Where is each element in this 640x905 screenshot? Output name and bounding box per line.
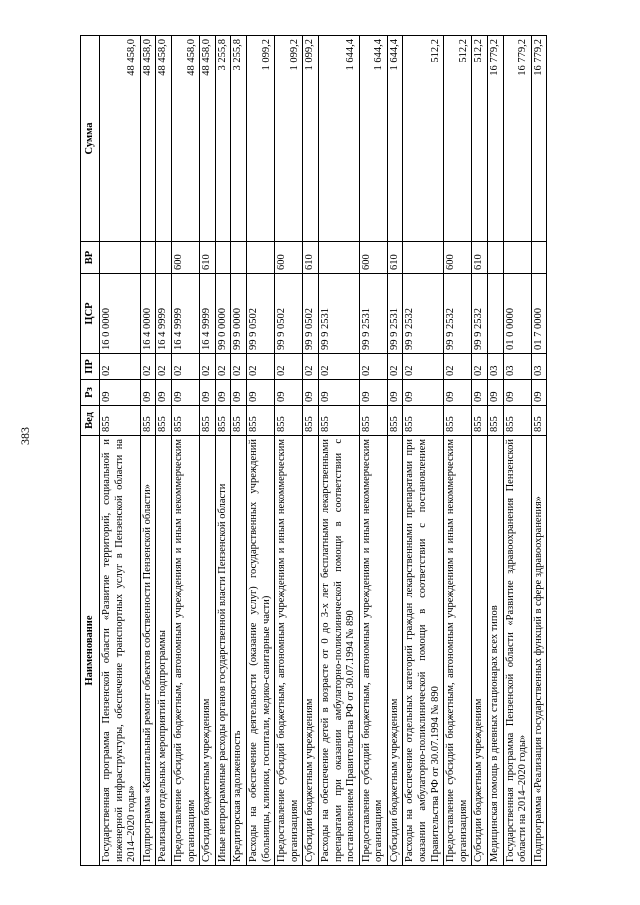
row-pr: 02 <box>444 354 472 380</box>
table-row <box>140 36 156 866</box>
row-sum: 3 255,8 <box>215 36 231 242</box>
row-rz: 09 <box>359 380 387 406</box>
row-ved: 855 <box>503 406 531 436</box>
row-csr: 16 4 9999 <box>200 274 216 354</box>
row-pr: 03 <box>488 354 504 380</box>
row-pr: 02 <box>359 354 387 380</box>
row-sum: 1 099,2 <box>303 36 319 242</box>
row-sum: 512,2 <box>472 36 488 242</box>
row-ved: 855 <box>488 406 504 436</box>
row-ved: 855 <box>215 406 231 436</box>
row-pr: 02 <box>318 354 359 380</box>
row-csr <box>488 274 504 354</box>
row-name: Субсидии бюджетным учреждениям <box>387 436 403 866</box>
row-name: Иные непрограммные расходы органов государственной власти Пензенской области <box>215 436 231 866</box>
row-vr <box>503 242 531 274</box>
row-rz: 09 <box>200 380 216 406</box>
row-pr: 02 <box>403 354 444 380</box>
row-rz: 09 <box>246 380 274 406</box>
row-sum: 48 458,0 <box>200 36 216 242</box>
row-name: Подпрограмма «Реализация государственных функций в сфере здравоохранения» <box>531 436 547 866</box>
row-ved: 855 <box>200 406 216 436</box>
row-name: Субсидии бюджетным учреждениям <box>472 436 488 866</box>
row-rz: 09 <box>488 380 504 406</box>
row-pr: 02 <box>215 354 231 380</box>
row-pr: 02 <box>100 354 141 380</box>
row-csr: 99 9 0502 <box>246 274 274 354</box>
row-rz: 09 <box>387 380 403 406</box>
row-ved: 855 <box>303 406 319 436</box>
row-name: Расходы на обеспечение отдельных категорий граждан лекарственными препаратами при оказании амбулаторно-поликлинической помощи в соответствии с постановлением Правительства РФ от 30.07.1994 № 890 <box>403 436 444 866</box>
row-pr: 02 <box>246 354 274 380</box>
row-vr: 610 <box>387 242 403 274</box>
row-name: Предоставление субсидий бюджетным, автономным учреждениям и иным некоммерческим организациям <box>171 436 199 866</box>
table-row <box>488 36 504 866</box>
row-csr: 99 9 0502 <box>275 274 303 354</box>
table-row <box>359 36 387 866</box>
row-vr <box>215 242 231 274</box>
row-pr: 02 <box>303 354 319 380</box>
row-rz: 09 <box>156 380 172 406</box>
row-sum: 16 779,2 <box>503 36 531 242</box>
row-sum: 1 644,4 <box>359 36 387 242</box>
header-pr: ПР <box>81 354 100 380</box>
table-row <box>472 36 488 866</box>
row-name: Государственная программа Пензенской области «Развитие территорий, социальной и инженерной инфраструктуры, обеспечение транспортных услуг в Пензенской области на 2014–2020 годы» <box>100 436 141 866</box>
row-rz: 09 <box>215 380 231 406</box>
header-ved: Вед <box>81 406 100 436</box>
row-ved: 855 <box>100 406 141 436</box>
row-pr: 02 <box>387 354 403 380</box>
row-vr: 610 <box>200 242 216 274</box>
table-row <box>171 36 199 866</box>
row-ved: 855 <box>531 406 547 436</box>
row-vr: 600 <box>444 242 472 274</box>
row-sum: 512,2 <box>403 36 444 242</box>
row-csr: 99 9 2531 <box>359 274 387 354</box>
row-rz: 09 <box>472 380 488 406</box>
row-rz: 09 <box>531 380 547 406</box>
row-ved: 855 <box>231 406 247 436</box>
header-vr: ВР <box>81 242 100 274</box>
table-row <box>503 36 531 866</box>
row-rz: 09 <box>140 380 156 406</box>
table-row <box>444 36 472 866</box>
row-name: Субсидии бюджетным учреждениям <box>200 436 216 866</box>
row-vr <box>531 242 547 274</box>
row-name: Реализация отдельных мероприятий подпрограммы <box>156 436 172 866</box>
row-csr: 99 9 2532 <box>403 274 444 354</box>
row-vr: 600 <box>359 242 387 274</box>
row-vr: 610 <box>472 242 488 274</box>
row-rz: 09 <box>403 380 444 406</box>
row-vr: 600 <box>275 242 303 274</box>
table-row <box>246 36 274 866</box>
row-csr: 99 9 2532 <box>472 274 488 354</box>
table-row <box>303 36 319 866</box>
table-row <box>531 36 547 866</box>
row-sum: 3 255,8 <box>231 36 247 242</box>
row-rz: 09 <box>171 380 199 406</box>
row-csr: 16 4 9999 <box>171 274 199 354</box>
row-pr: 03 <box>503 354 531 380</box>
row-vr <box>140 242 156 274</box>
rotated-table-container <box>80 36 564 866</box>
row-rz: 09 <box>303 380 319 406</box>
row-name: Расходы на обеспечение деятельности (оказание услуг) государственных учреждений (больницы, клиники, госпитали, медико-санитарные части) <box>246 436 274 866</box>
row-name: Кредиторская задолженность <box>231 436 247 866</box>
row-sum: 512,2 <box>444 36 472 242</box>
table-row <box>215 36 231 866</box>
row-rz: 09 <box>231 380 247 406</box>
row-pr: 02 <box>472 354 488 380</box>
row-csr: 01 7 0000 <box>531 274 547 354</box>
table-row <box>231 36 247 866</box>
page-number: 383 <box>18 427 32 445</box>
row-sum: 1 644,4 <box>387 36 403 242</box>
row-name: Субсидии бюджетным учреждениям <box>303 436 319 866</box>
row-sum: 48 458,0 <box>140 36 156 242</box>
row-ved: 855 <box>318 406 359 436</box>
row-ved: 855 <box>444 406 472 436</box>
row-sum: 16 779,2 <box>488 36 504 242</box>
row-vr <box>246 242 274 274</box>
row-rz: 09 <box>503 380 531 406</box>
row-sum: 48 458,0 <box>156 36 172 242</box>
row-ved: 855 <box>156 406 172 436</box>
row-csr: 16 4 9999 <box>156 274 172 354</box>
row-pr: 02 <box>140 354 156 380</box>
row-name: Предоставление субсидий бюджетным, автономным учреждениям и иным некоммерческим организациям <box>359 436 387 866</box>
header-name: Наименование <box>81 436 100 866</box>
table-row <box>100 36 141 866</box>
row-csr: 99 9 0502 <box>303 274 319 354</box>
row-name: Медицинская помощь в дневных стационарах всех типов <box>488 436 504 866</box>
row-vr <box>156 242 172 274</box>
row-name: Расходы на обеспечение детей в возрасте от 0 до 3-х лет бесплатными лекарственными препаратами при оказании амбулаторно-поликлинической помощи в соответствии с постановлением Правительства РФ от 30.07.1994 № 890 <box>318 436 359 866</box>
row-rz: 09 <box>100 380 141 406</box>
row-csr: 99 9 2532 <box>444 274 472 354</box>
row-rz: 09 <box>275 380 303 406</box>
row-ved: 855 <box>246 406 274 436</box>
row-vr <box>403 242 444 274</box>
row-vr: 610 <box>303 242 319 274</box>
row-csr: 16 4 0000 <box>140 274 156 354</box>
row-ved: 855 <box>403 406 444 436</box>
row-name: Государственная программа Пензенской области «Развитие здравоохранения Пензенской области на 2014–2020 годы» <box>503 436 531 866</box>
row-ved: 855 <box>171 406 199 436</box>
row-csr: 99 9 0000 <box>231 274 247 354</box>
row-ved: 855 <box>140 406 156 436</box>
row-sum: 48 458,0 <box>171 36 199 242</box>
table-row <box>403 36 444 866</box>
row-rz: 09 <box>444 380 472 406</box>
row-ved: 855 <box>472 406 488 436</box>
row-csr: 99 0 0000 <box>215 274 231 354</box>
table-header-row <box>81 36 100 866</box>
row-vr <box>100 242 141 274</box>
table-row <box>200 36 216 866</box>
row-csr: 01 0 0000 <box>503 274 531 354</box>
table-row <box>387 36 403 866</box>
row-csr: 99 9 2531 <box>387 274 403 354</box>
row-sum: 48 458,0 <box>100 36 141 242</box>
row-csr: 99 9 2531 <box>318 274 359 354</box>
row-vr <box>318 242 359 274</box>
row-ved: 855 <box>359 406 387 436</box>
row-ved: 855 <box>387 406 403 436</box>
budget-table <box>80 35 547 866</box>
table-row <box>318 36 359 866</box>
table-row <box>156 36 172 866</box>
row-pr: 02 <box>275 354 303 380</box>
row-pr: 02 <box>171 354 199 380</box>
header-rz: Рз <box>81 380 100 406</box>
row-sum: 1 099,2 <box>246 36 274 242</box>
row-name: Подпрограмма «Капитальный ремонт объектов собственности Пензенской области» <box>140 436 156 866</box>
row-csr: 16 0 0000 <box>100 274 141 354</box>
row-vr <box>231 242 247 274</box>
row-rz: 09 <box>318 380 359 406</box>
table-row <box>275 36 303 866</box>
row-sum: 1 644,4 <box>318 36 359 242</box>
row-sum: 1 099,2 <box>275 36 303 242</box>
row-name: Предоставление субсидий бюджетным, автономным учреждениям и иным некоммерческим организациям <box>275 436 303 866</box>
row-pr: 02 <box>156 354 172 380</box>
row-vr <box>488 242 504 274</box>
row-sum: 16 779,2 <box>531 36 547 242</box>
row-vr: 600 <box>171 242 199 274</box>
row-ved: 855 <box>275 406 303 436</box>
header-sum: Сумма <box>81 36 100 242</box>
row-pr: 02 <box>231 354 247 380</box>
row-pr: 02 <box>200 354 216 380</box>
row-name: Предоставление субсидий бюджетным, автономным учреждениям и иным некоммерческим организациям <box>444 436 472 866</box>
row-pr: 03 <box>531 354 547 380</box>
header-csr: ЦСР <box>81 274 100 354</box>
